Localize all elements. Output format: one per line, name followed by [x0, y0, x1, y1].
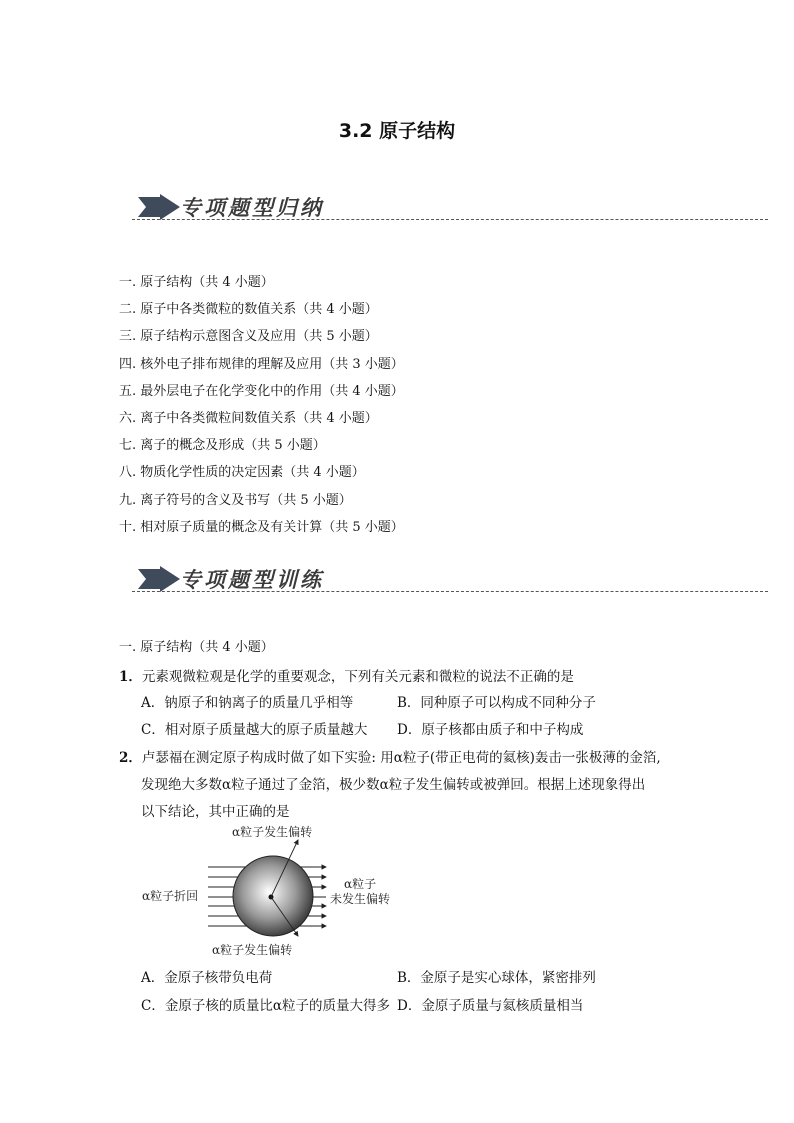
- question-stem-line: 以下结论，其中正确的是: [141, 804, 290, 820]
- section-banner-summary: [128, 188, 768, 228]
- question-2: [119, 746, 661, 766]
- topic-item: 三. 原子结构示意图含义及应用（共 5 小题）: [119, 329, 378, 345]
- question-stem: 元素观微粒观是化学的重要观念，下列有关元素和微粒的说法不正确的是: [141, 669, 574, 685]
- option-b: B．金原子是实心球体，紧密排列: [397, 970, 596, 986]
- section-banner-training: [128, 560, 768, 600]
- topic-item: 五. 最外层电子在化学变化中的作用（共 4 小题）: [119, 383, 404, 399]
- option-a: A．金原子核带负电荷: [141, 970, 273, 986]
- label-right-1: α粒子: [344, 877, 377, 891]
- topic-item: 四. 核外电子排布规律的理解及应用（共 3 小题）: [119, 356, 404, 372]
- option-c: C．相对原子质量越大的原子质量越大: [141, 722, 368, 738]
- label-right-2: 未发生偏转: [330, 892, 391, 906]
- label-top: α粒子发生偏转: [232, 825, 313, 839]
- question-1: [119, 665, 574, 685]
- section-heading: 一. 原子结构（共 4 小题）: [119, 640, 274, 655]
- question-stem: 卢瑟福在测定原子构成时做了如下实验: 用α粒子(带正电荷的氦核)轰击一张极薄的金箔,: [141, 750, 661, 766]
- option-c: C．金原子核的质量比α粒子的质量大得多: [141, 998, 390, 1014]
- banner-title: 专项题型归纳: [180, 196, 324, 220]
- topic-item: 八. 物质化学性质的决定因素（共 4 小题）: [119, 465, 365, 481]
- topic-item: 十. 相对原子质量的概念及有关计算（共 5 小题）: [119, 519, 404, 535]
- rutherford-experiment-figure: [138, 824, 408, 960]
- page-title: 3.2 原子结构: [338, 120, 456, 142]
- dashed-divider: [132, 591, 768, 592]
- arrow-icon: [138, 194, 180, 220]
- question-number: 1．: [119, 669, 142, 685]
- topic-item: 七. 离子的概念及形成（共 5 小题）: [119, 438, 326, 454]
- topic-list: [119, 272, 404, 544]
- label-left: α粒子折回: [142, 889, 199, 903]
- dashed-divider: [132, 219, 768, 220]
- label-bottom: α粒子发生偏转: [212, 943, 293, 957]
- option-b: B．同种原子可以构成不同种分子: [397, 695, 596, 711]
- question-number: 2．: [119, 750, 142, 766]
- option-d: D．原子核都由质子和中子构成: [397, 722, 584, 738]
- arrow-icon: [138, 566, 180, 592]
- question-stem-line: 发现绝大多数α粒子通过了金箔，极少数α粒子发生偏转或被弹回。根据上述现象得出: [141, 777, 646, 793]
- option-a: A．钠原子和钠离子的质量几乎相等: [141, 695, 354, 711]
- topic-item: 一. 原子结构（共 4 小题）: [119, 275, 274, 290]
- topic-item: 六. 离子中各类微粒间数值关系（共 4 小题）: [119, 410, 378, 426]
- option-d: D．金原子质量与氦核质量相当: [397, 998, 584, 1014]
- topic-item: 九. 离子符号的含义及书写（共 5 小题）: [119, 492, 352, 508]
- topic-item: 二. 原子中各类微粒的数值关系（共 4 小题）: [119, 302, 378, 318]
- banner-title: 专项题型训练: [180, 568, 324, 592]
